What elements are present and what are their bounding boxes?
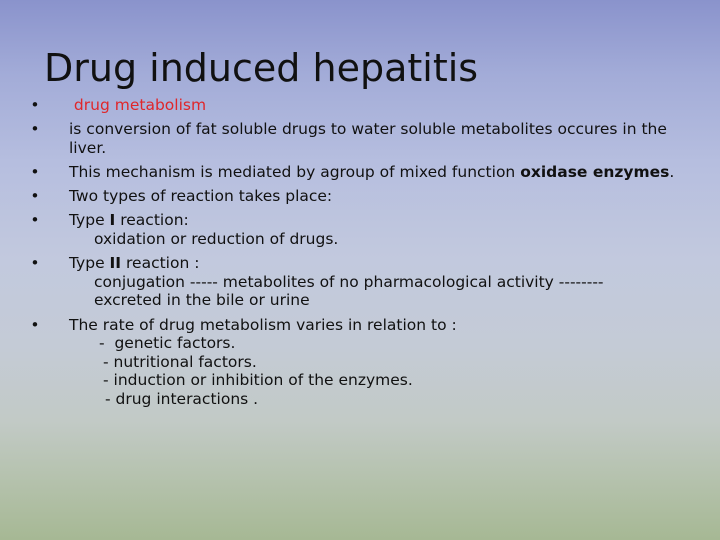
factor-drug-interactions: - drug interactions .	[105, 389, 259, 408]
bullet-icon: •	[30, 315, 40, 334]
bullet-item-conversion	[26, 120, 676, 157]
bullet-item-drug-metabolism	[26, 96, 676, 115]
bullet-text-end: reaction:	[115, 211, 189, 230]
factor-induction: - induction or inhibition of the enzymes.	[103, 371, 413, 390]
bullet-icon: •	[30, 96, 40, 114]
bullet-icon: •	[30, 120, 40, 139]
bullet-text-end: .	[669, 162, 675, 181]
bullet-icon: •	[30, 254, 40, 273]
bullet-text: This mechanism is mediated by agroup of mixed function	[69, 162, 521, 181]
bullet-list	[26, 96, 676, 414]
bullet-text: drug metabolism	[69, 96, 207, 114]
bullet-bold-text: I	[109, 211, 116, 230]
bullet-text: Two types of reaction takes place:	[69, 187, 333, 206]
bullet-subtext: oxidation or reduction of drugs.	[94, 229, 339, 248]
bullet-icon: •	[30, 162, 40, 181]
bullet-icon: •	[30, 187, 40, 206]
bullet-item-mechanism	[26, 163, 676, 182]
bullet-text: The rate of drug metabolism varies in relation to :	[69, 315, 457, 334]
bullet-item-type-2	[26, 254, 676, 310]
factor-nutritional: - nutritional factors.	[103, 352, 257, 371]
bullet-icon: •	[30, 211, 40, 230]
bullet-text: Type	[69, 254, 110, 273]
bullet-subtext: conjugation ----- metabolites of no pharmacological activity -------- excreted in the bile or urine	[94, 272, 604, 310]
bullet-bold-text: II	[109, 254, 122, 273]
bullet-item-rate	[26, 316, 676, 409]
bullet-bold-text: oxidase enzymes	[520, 162, 670, 181]
bullet-item-type-1	[26, 211, 676, 248]
bullet-text: is conversion of fat soluble drugs to water soluble metabolites occures in the liver.	[69, 120, 667, 157]
bullet-item-two-types	[26, 187, 676, 206]
bullet-text: Type	[69, 211, 110, 230]
factor-genetic: - genetic factors.	[99, 334, 236, 353]
slide-title: Drug induced hepatitis	[44, 46, 479, 90]
bullet-text-end: reaction :	[121, 254, 200, 273]
